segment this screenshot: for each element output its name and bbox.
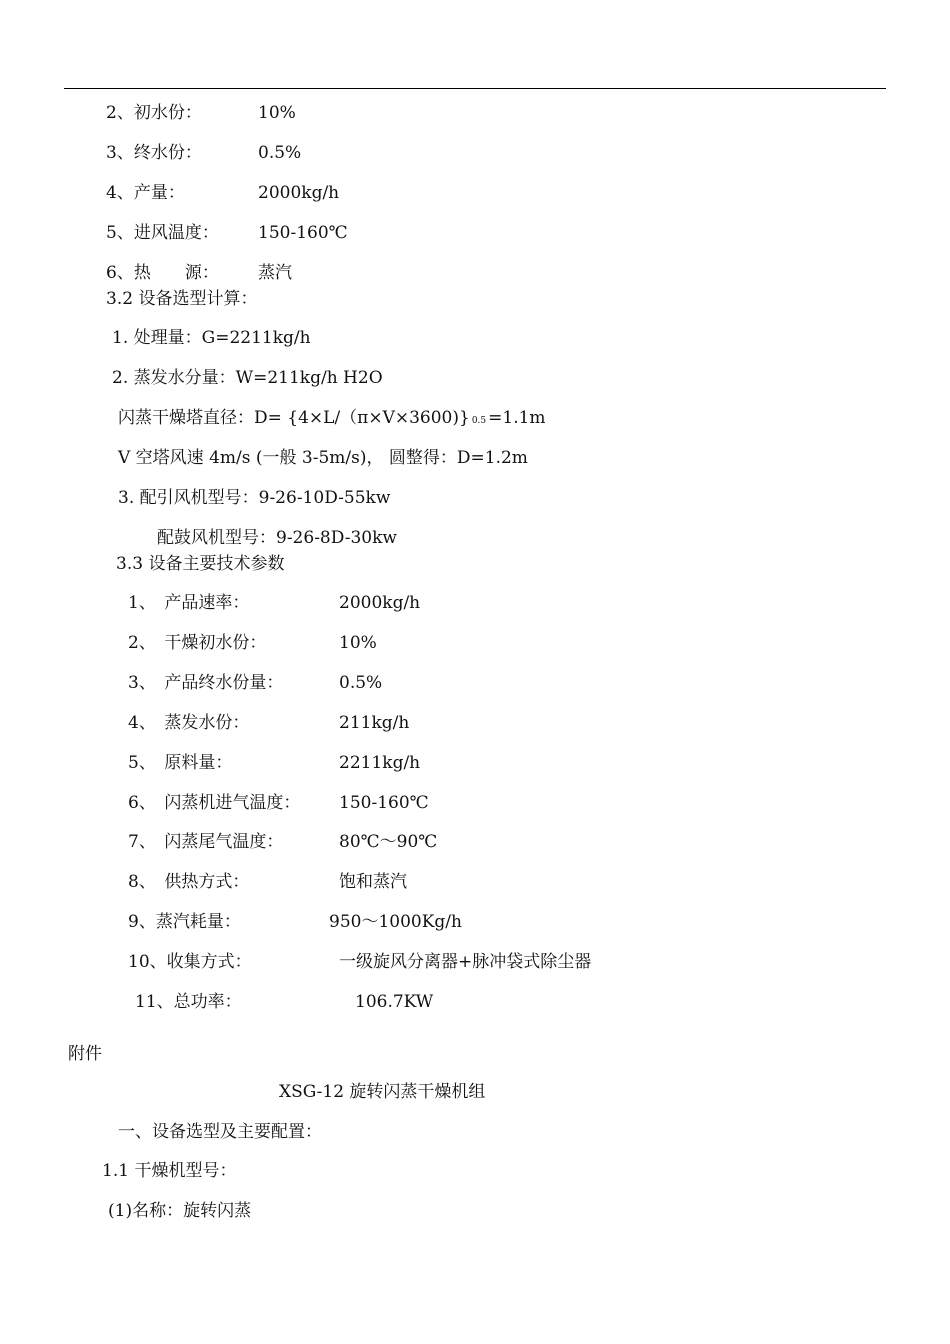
formula-exponent: 0.5 [471,416,487,426]
formula-result: =1.1m [488,408,546,428]
param-value: 饱和蒸汽 [339,872,407,892]
header-rule [64,88,886,89]
param-label: 1、 产品速率： [128,593,250,613]
param-value: 0.5% [339,673,383,693]
condition-value: 蒸汽 [258,263,292,283]
condition-label: 3、终水份： [106,143,202,163]
param-label: 3、 产品终水份量： [128,673,284,693]
section-heading-3-2: 3.2 设备选型计算： [106,289,258,309]
condition-value: 10% [258,103,296,123]
param-value: 一级旋风分离器+脉冲袋式除尘器 [339,952,592,972]
param-label: 11、总功率： [135,992,242,1012]
calc-line-fan-1: 3. 配引风机型号：9-26-10D-55kw [118,488,391,508]
condition-label: 6、热 源： [106,263,219,283]
param-label: 8、 供热方式： [128,872,250,892]
param-label: 2、 干燥初水份： [128,633,267,653]
param-value: 2000kg/h [339,593,421,613]
condition-label: 5、进风温度： [106,223,219,243]
param-label: 7、 闪蒸尾气温度： [128,832,284,852]
appendix-label: 附件 [68,1044,102,1064]
section-heading-3-3: 3.3 设备主要技术参数 [116,554,285,574]
condition-label: 2、初水份： [106,103,202,123]
param-value: 2211kg/h [339,753,421,773]
condition-value: 0.5% [258,143,302,163]
appendix-item-1: (1)名称：旋转闪蒸 [108,1201,252,1221]
param-label: 9、蒸汽耗量： [128,912,241,932]
param-label: 5、 原料量： [128,753,233,773]
calc-line-1: 1. 处理量：G=2211kg/h [112,328,311,348]
param-value: 150-160℃ [339,793,429,813]
param-label: 10、收集方式： [128,952,252,972]
calc-line-2: 2. 蒸发水分量：W=211kg/h H2O [112,368,383,388]
param-label: 4、 蒸发水份： [128,713,250,733]
param-value: 80℃～90℃ [339,832,438,852]
condition-value: 150-160℃ [258,223,348,243]
formula-text: 闪蒸干燥塔直径：D= {4×L/（π×V×3600)} [118,408,470,428]
condition-label: 4、产量： [106,183,185,203]
param-value: 106.7KW [355,992,434,1012]
param-value: 950～1000Kg/h [329,912,462,932]
condition-value: 2000kg/h [258,183,340,203]
appendix-heading-1-1: 1.1 干燥机型号： [102,1161,237,1181]
param-value: 211kg/h [339,713,410,733]
calc-line-diameter [118,408,546,431]
param-value: 10% [339,633,377,653]
appendix-heading-1: 一、设备选型及主要配置： [118,1122,322,1142]
appendix-title: XSG-12 旋转闪蒸干燥机组 [279,1082,486,1102]
calc-line-wind-speed: V 空塔风速 4m/s (一般 3-5m/s)， 圆整得：D=1.2m [118,448,528,468]
param-label: 6、 闪蒸机进气温度： [128,793,301,813]
calc-line-fan-2: 配鼓风机型号：9-26-8D-30kw [157,528,397,548]
